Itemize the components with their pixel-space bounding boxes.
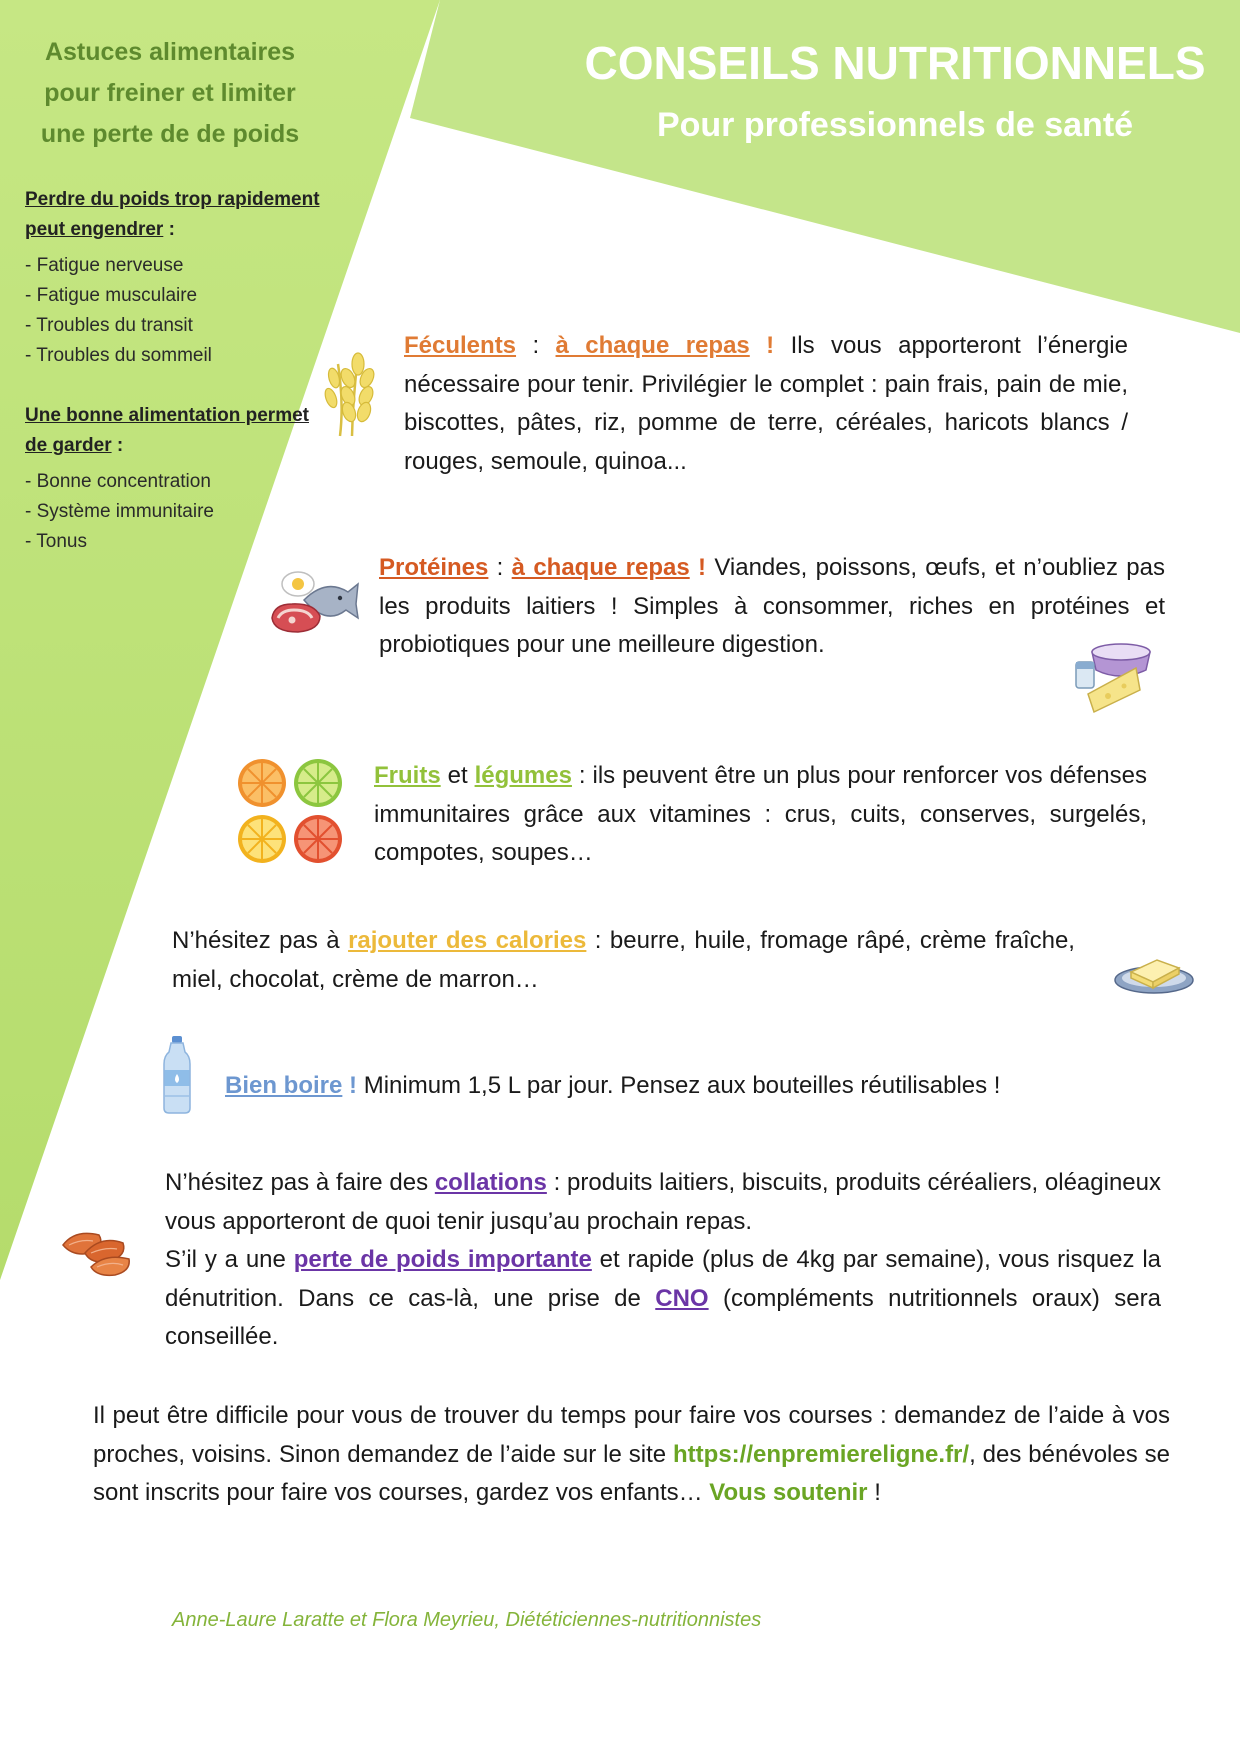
keyword-fruits: Fruits xyxy=(374,762,441,789)
list-item: - Fatigue nerveuse xyxy=(25,255,184,276)
keyword-chaque-repas: à chaque repas xyxy=(511,554,690,581)
keyword-feculents: Féculents xyxy=(404,332,517,359)
section-fruits-legumes: Fruits et légumes : ils peuvent être un plus pour renforcer vos défenses immunitaires grâce aux vitamines : crus, cuits, conserves, surgelés, compotes, soupes… xyxy=(374,762,1147,866)
dairy-bowl-cheese-icon xyxy=(1074,640,1156,716)
sidebar-title-line: pour freiner et limiter xyxy=(44,79,296,107)
signature: Anne-Laure Laratte et Flora Meyrieu, Diététiciennes-nutritionnistes xyxy=(172,1609,762,1631)
sidebar-block-risks: Perdre du poids trop rapidement peut engendrer : - Fatigue nerveuse - Fatigue musculaire - Troubles du transit - Troubles du sommeil xyxy=(25,185,325,371)
keyword-rajouter-calories: rajouter des calories xyxy=(348,927,587,954)
sidebar-list-benefits xyxy=(25,467,325,557)
water-bottle-icon xyxy=(163,1036,191,1114)
section-proteines: Protéines : à chaque repas ! Viandes, poissons, œufs, et n’oubliez pas les produits laitiers ! Simples à consommer, riches en protéines et probiotiques pour une meilleure digestion. xyxy=(379,554,1165,658)
citrus-slices-icon xyxy=(237,757,345,865)
keyword-collations: collations xyxy=(434,1169,547,1196)
almonds-icon xyxy=(61,1223,133,1277)
wheat-icon xyxy=(322,348,384,438)
page-subtitle: Pour professionnels de santé xyxy=(656,106,1134,144)
list-item: - Système immunitaire xyxy=(25,501,214,522)
section-calories: N’hésitez pas à rajouter des calories : beurre, huile, fromage râpé, crème fraîche, miel, chocolat, crème de marron… xyxy=(172,927,1075,993)
paragraph-collations: N’hésitez pas à faire des collations : produits laitiers, biscuits, produits céréaliers, oléagineux vous apporteront de quoi tenir jusqu’au prochain repas. xyxy=(165,1169,1161,1235)
keyword-legumes: légumes xyxy=(474,762,572,789)
section-aide-courses: Il peut être difficile pour vous de trouver du temps pour faire vos courses : demandez de l’aide à vos proches, voisins. Sinon demandez de l’aide sur le site https://enpremiereligne.fr/, des bénévoles se sont inscrits pour faire vos courses, gardez vos enfants… Vous soutenir ! xyxy=(93,1402,1170,1506)
section-collations xyxy=(165,1164,1161,1357)
section-feculents: Féculents : à chaque repas ! Ils vous apporteront l’énergie nécessaire pour tenir. Privilégier le complet : pain frais, pain de mie, biscottes, pâtes, riz, pomme de terre, céréales, haricots blancs / rouges, semoule, quinoa... xyxy=(404,332,1128,475)
sidebar-list-risks xyxy=(25,251,325,371)
sidebar-title-line: une perte de de poids xyxy=(40,120,300,148)
butter-dish-icon xyxy=(1113,950,1195,996)
list-item: - Fatigue musculaire xyxy=(25,285,198,306)
keyword-cno: CNO xyxy=(655,1284,709,1312)
list-item: - Troubles du transit xyxy=(25,315,193,336)
sidebar-heading-risks: Perdre du poids trop rapidement peut engendrer xyxy=(25,189,320,240)
list-item: - Tonus xyxy=(25,531,87,552)
list-item: - Troubles du sommeil xyxy=(25,345,212,366)
list-item: - Bonne concentration xyxy=(25,471,211,492)
keyword-bien-boire: Bien boire xyxy=(225,1072,343,1099)
keyword-perte-de-poids: perte de poids importante xyxy=(293,1246,592,1273)
keyword-chaque-repas: à chaque repas xyxy=(555,332,750,359)
website-link[interactable]: https://enpremiereligne.fr/ xyxy=(673,1440,970,1468)
section-bien-boire: Bien boire ! Minimum 1,5 L par jour. Pensez aux bouteilles réutilisables ! xyxy=(225,1072,1001,1099)
paragraph-denutrition: S’il y a une perte de poids importante et rapide (plus de 4kg par semaine), vous risquez la dénutrition. Dans ce cas-là, une prise de CNO (compléments nutritionnels oraux) sera conseillée. xyxy=(165,1246,1162,1350)
sidebar-title xyxy=(20,32,320,155)
sidebar-block-benefits: Une bonne alimentation permet de garder : - Bonne concentration - Système immunitaire - Tonus xyxy=(25,401,325,557)
sidebar-heading-benefits: Une bonne alimentation permet de garder xyxy=(25,405,309,456)
egg-fish-meat-icon xyxy=(268,570,360,638)
page-title: CONSEILS NUTRITIONNELS xyxy=(584,37,1206,89)
keyword-vous-soutenir: Vous soutenir xyxy=(709,1479,868,1506)
keyword-proteines: Protéines xyxy=(379,554,489,581)
sidebar-title-line: Astuces alimentaires xyxy=(44,38,296,66)
